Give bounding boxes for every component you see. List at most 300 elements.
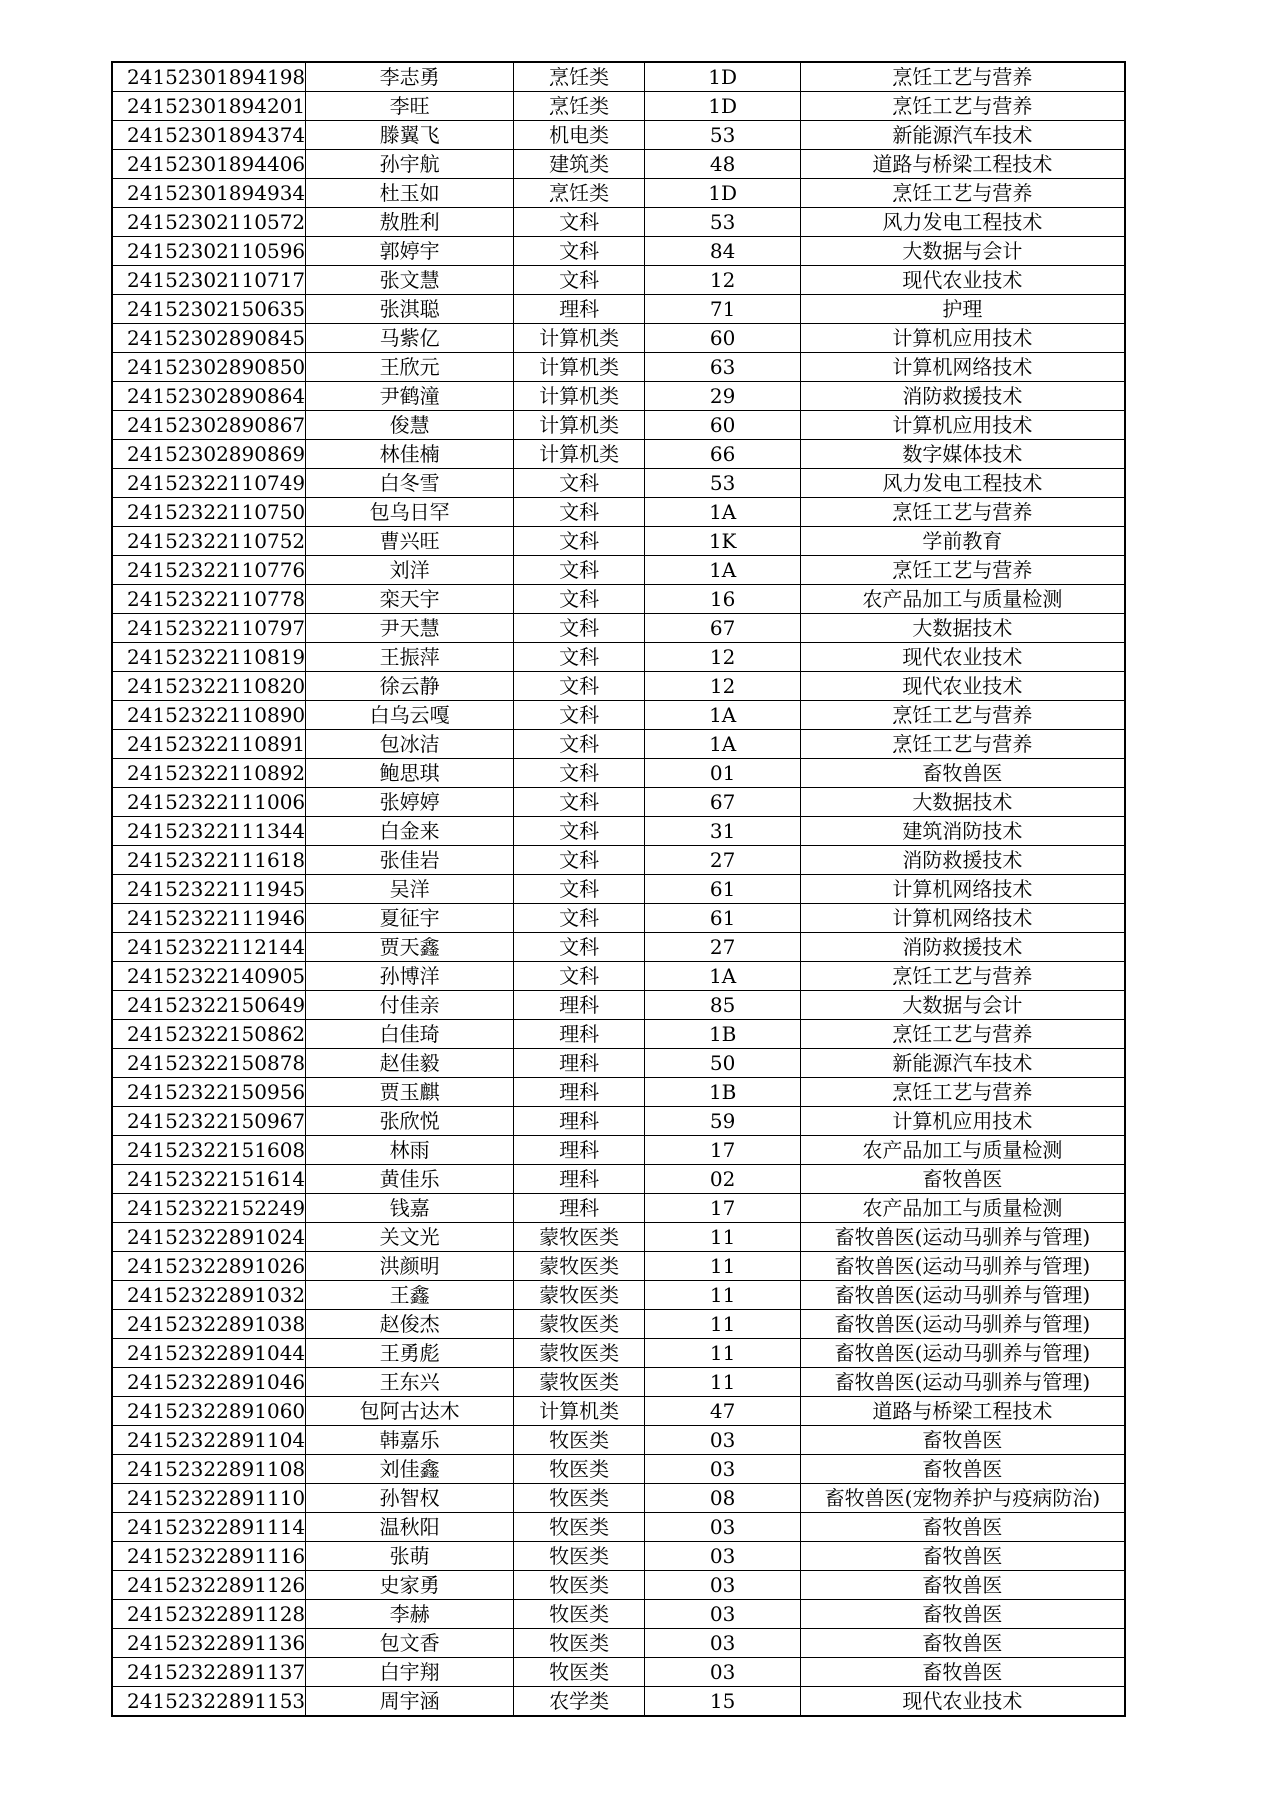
table-row bbox=[112, 991, 1125, 1020]
major-code-cell: 59 bbox=[645, 1107, 801, 1136]
major-code-cell: 1A bbox=[645, 962, 801, 991]
major-code-cell: 1B bbox=[645, 1078, 801, 1107]
table-row bbox=[112, 1687, 1125, 1717]
category-cell: 理科 bbox=[514, 1020, 645, 1049]
major-code-cell: 1A bbox=[645, 730, 801, 759]
major-name-cell: 计算机网络技术 bbox=[801, 353, 1125, 382]
major-name-cell: 畜牧兽医 bbox=[801, 1658, 1125, 1687]
major-name-cell: 计算机应用技术 bbox=[801, 411, 1125, 440]
table-row bbox=[112, 1629, 1125, 1658]
student-name-cell: 白金来 bbox=[306, 817, 514, 846]
exam-number-cell: 24152301894374 bbox=[112, 121, 306, 150]
category-cell: 文科 bbox=[514, 585, 645, 614]
major-name-cell: 消防救援技术 bbox=[801, 382, 1125, 411]
student-name-cell: 包文香 bbox=[306, 1629, 514, 1658]
student-name-cell: 孙宇航 bbox=[306, 150, 514, 179]
major-code-cell: 53 bbox=[645, 208, 801, 237]
table-row bbox=[112, 440, 1125, 469]
major-code-cell: 08 bbox=[645, 1484, 801, 1513]
student-name-cell: 吴洋 bbox=[306, 875, 514, 904]
student-name-cell: 史家勇 bbox=[306, 1571, 514, 1600]
category-cell: 蒙牧医类 bbox=[514, 1339, 645, 1368]
exam-number-cell: 24152302110572 bbox=[112, 208, 306, 237]
major-code-cell: 11 bbox=[645, 1339, 801, 1368]
major-name-cell: 农产品加工与质量检测 bbox=[801, 1194, 1125, 1223]
exam-number-cell: 24152322110750 bbox=[112, 498, 306, 527]
major-name-cell: 烹饪工艺与营养 bbox=[801, 1020, 1125, 1049]
student-name-cell: 王欣元 bbox=[306, 353, 514, 382]
major-name-cell: 烹饪工艺与营养 bbox=[801, 962, 1125, 991]
major-code-cell: 27 bbox=[645, 933, 801, 962]
table-row bbox=[112, 1368, 1125, 1397]
major-name-cell: 大数据技术 bbox=[801, 614, 1125, 643]
category-cell: 理科 bbox=[514, 1194, 645, 1223]
exam-number-cell: 24152322891153 bbox=[112, 1687, 306, 1717]
exam-number-cell: 24152302110717 bbox=[112, 266, 306, 295]
major-code-cell: 1K bbox=[645, 527, 801, 556]
major-name-cell: 烹饪工艺与营养 bbox=[801, 730, 1125, 759]
student-name-cell: 钱嘉 bbox=[306, 1194, 514, 1223]
student-name-cell: 王勇彪 bbox=[306, 1339, 514, 1368]
exam-number-cell: 24152322891128 bbox=[112, 1600, 306, 1629]
exam-number-cell: 24152322891026 bbox=[112, 1252, 306, 1281]
student-name-cell: 付佳亲 bbox=[306, 991, 514, 1020]
table-row bbox=[112, 614, 1125, 643]
major-name-cell: 大数据与会计 bbox=[801, 991, 1125, 1020]
exam-number-cell: 24152322151608 bbox=[112, 1136, 306, 1165]
category-cell: 蒙牧医类 bbox=[514, 1368, 645, 1397]
exam-number-cell: 24152322891038 bbox=[112, 1310, 306, 1339]
category-cell: 牧医类 bbox=[514, 1542, 645, 1571]
table-row bbox=[112, 1078, 1125, 1107]
student-name-cell: 李志勇 bbox=[306, 62, 514, 92]
student-name-cell: 关文光 bbox=[306, 1223, 514, 1252]
table-row bbox=[112, 237, 1125, 266]
exam-number-cell: 24152322891032 bbox=[112, 1281, 306, 1310]
major-code-cell: 03 bbox=[645, 1426, 801, 1455]
category-cell: 文科 bbox=[514, 556, 645, 585]
category-cell: 计算机类 bbox=[514, 382, 645, 411]
exam-number-cell: 24152322891108 bbox=[112, 1455, 306, 1484]
major-name-cell: 计算机网络技术 bbox=[801, 904, 1125, 933]
table-row bbox=[112, 121, 1125, 150]
category-cell: 理科 bbox=[514, 1078, 645, 1107]
major-code-cell: 1B bbox=[645, 1020, 801, 1049]
student-name-cell: 李旺 bbox=[306, 92, 514, 121]
table-row bbox=[112, 1600, 1125, 1629]
student-name-cell: 白宇翔 bbox=[306, 1658, 514, 1687]
table-row bbox=[112, 1542, 1125, 1571]
exam-number-cell: 24152322891046 bbox=[112, 1368, 306, 1397]
major-name-cell: 畜牧兽医 bbox=[801, 1455, 1125, 1484]
exam-number-cell: 24152302150635 bbox=[112, 295, 306, 324]
major-name-cell: 烹饪工艺与营养 bbox=[801, 556, 1125, 585]
exam-number-cell: 24152322110749 bbox=[112, 469, 306, 498]
student-name-cell: 林雨 bbox=[306, 1136, 514, 1165]
table-row bbox=[112, 150, 1125, 179]
student-name-cell: 鲍思琪 bbox=[306, 759, 514, 788]
major-code-cell: 71 bbox=[645, 295, 801, 324]
exam-number-cell: 24152322111618 bbox=[112, 846, 306, 875]
major-name-cell: 大数据技术 bbox=[801, 788, 1125, 817]
table-row bbox=[112, 1455, 1125, 1484]
category-cell: 牧医类 bbox=[514, 1571, 645, 1600]
major-name-cell: 数字媒体技术 bbox=[801, 440, 1125, 469]
major-code-cell: 03 bbox=[645, 1658, 801, 1687]
major-code-cell: 03 bbox=[645, 1600, 801, 1629]
category-cell: 计算机类 bbox=[514, 353, 645, 382]
admission-list-table bbox=[111, 61, 1126, 1717]
table-row bbox=[112, 295, 1125, 324]
exam-number-cell: 24152322111344 bbox=[112, 817, 306, 846]
table-row bbox=[112, 730, 1125, 759]
exam-number-cell: 24152322891126 bbox=[112, 1571, 306, 1600]
major-code-cell: 01 bbox=[645, 759, 801, 788]
major-name-cell: 畜牧兽医 bbox=[801, 759, 1125, 788]
category-cell: 计算机类 bbox=[514, 411, 645, 440]
category-cell: 文科 bbox=[514, 643, 645, 672]
table-row bbox=[112, 382, 1125, 411]
table-row bbox=[112, 759, 1125, 788]
major-code-cell: 16 bbox=[645, 585, 801, 614]
table-row bbox=[112, 353, 1125, 382]
major-code-cell: 1A bbox=[645, 701, 801, 730]
exam-number-cell: 24152322891136 bbox=[112, 1629, 306, 1658]
category-cell: 理科 bbox=[514, 991, 645, 1020]
exam-number-cell: 24152322110776 bbox=[112, 556, 306, 585]
major-code-cell: 15 bbox=[645, 1687, 801, 1717]
major-code-cell: 17 bbox=[645, 1194, 801, 1223]
major-code-cell: 12 bbox=[645, 672, 801, 701]
exam-number-cell: 24152301894198 bbox=[112, 62, 306, 92]
student-name-cell: 曹兴旺 bbox=[306, 527, 514, 556]
table-row bbox=[112, 498, 1125, 527]
exam-number-cell: 24152322110820 bbox=[112, 672, 306, 701]
major-code-cell: 66 bbox=[645, 440, 801, 469]
major-code-cell: 53 bbox=[645, 121, 801, 150]
exam-number-cell: 24152302110596 bbox=[112, 237, 306, 266]
table-row bbox=[112, 846, 1125, 875]
table-row bbox=[112, 1165, 1125, 1194]
table-row bbox=[112, 904, 1125, 933]
major-name-cell: 现代农业技术 bbox=[801, 266, 1125, 295]
major-code-cell: 03 bbox=[645, 1513, 801, 1542]
major-name-cell: 现代农业技术 bbox=[801, 672, 1125, 701]
student-name-cell: 温秋阳 bbox=[306, 1513, 514, 1542]
table-row bbox=[112, 1223, 1125, 1252]
table-row bbox=[112, 1281, 1125, 1310]
student-name-cell: 孙博洋 bbox=[306, 962, 514, 991]
exam-number-cell: 24152302890869 bbox=[112, 440, 306, 469]
table-row bbox=[112, 411, 1125, 440]
table-row bbox=[112, 1049, 1125, 1078]
major-name-cell: 道路与桥梁工程技术 bbox=[801, 1397, 1125, 1426]
category-cell: 烹饪类 bbox=[514, 179, 645, 208]
table-row bbox=[112, 1136, 1125, 1165]
exam-number-cell: 24152322150967 bbox=[112, 1107, 306, 1136]
category-cell: 文科 bbox=[514, 817, 645, 846]
student-name-cell: 郭婷宇 bbox=[306, 237, 514, 266]
major-name-cell: 农产品加工与质量检测 bbox=[801, 585, 1125, 614]
category-cell: 机电类 bbox=[514, 121, 645, 150]
major-code-cell: 31 bbox=[645, 817, 801, 846]
category-cell: 牧医类 bbox=[514, 1426, 645, 1455]
major-code-cell: 53 bbox=[645, 469, 801, 498]
exam-number-cell: 24152322891116 bbox=[112, 1542, 306, 1571]
table-row bbox=[112, 933, 1125, 962]
major-name-cell: 计算机网络技术 bbox=[801, 875, 1125, 904]
student-name-cell: 洪颜明 bbox=[306, 1252, 514, 1281]
major-name-cell: 计算机应用技术 bbox=[801, 324, 1125, 353]
category-cell: 牧医类 bbox=[514, 1629, 645, 1658]
category-cell: 理科 bbox=[514, 1049, 645, 1078]
student-name-cell: 张欣悦 bbox=[306, 1107, 514, 1136]
major-code-cell: 67 bbox=[645, 788, 801, 817]
table-row bbox=[112, 1484, 1125, 1513]
student-name-cell: 尹天慧 bbox=[306, 614, 514, 643]
category-cell: 文科 bbox=[514, 730, 645, 759]
major-name-cell: 畜牧兽医 bbox=[801, 1571, 1125, 1600]
exam-number-cell: 24152322110752 bbox=[112, 527, 306, 556]
major-code-cell: 11 bbox=[645, 1223, 801, 1252]
major-code-cell: 84 bbox=[645, 237, 801, 266]
major-name-cell: 风力发电工程技术 bbox=[801, 469, 1125, 498]
student-name-cell: 赵佳毅 bbox=[306, 1049, 514, 1078]
major-name-cell: 畜牧兽医 bbox=[801, 1629, 1125, 1658]
category-cell: 文科 bbox=[514, 788, 645, 817]
exam-number-cell: 24152322891104 bbox=[112, 1426, 306, 1455]
student-name-cell: 王鑫 bbox=[306, 1281, 514, 1310]
major-name-cell: 道路与桥梁工程技术 bbox=[801, 150, 1125, 179]
table-row bbox=[112, 179, 1125, 208]
table-row bbox=[112, 527, 1125, 556]
major-code-cell: 1D bbox=[645, 92, 801, 121]
exam-number-cell: 24152301894201 bbox=[112, 92, 306, 121]
major-code-cell: 67 bbox=[645, 614, 801, 643]
student-name-cell: 包乌日罕 bbox=[306, 498, 514, 527]
major-name-cell: 计算机应用技术 bbox=[801, 1107, 1125, 1136]
major-name-cell: 风力发电工程技术 bbox=[801, 208, 1125, 237]
exam-number-cell: 24152301894934 bbox=[112, 179, 306, 208]
major-name-cell: 大数据与会计 bbox=[801, 237, 1125, 266]
category-cell: 牧医类 bbox=[514, 1600, 645, 1629]
category-cell: 农学类 bbox=[514, 1687, 645, 1717]
exam-number-cell: 24152322150956 bbox=[112, 1078, 306, 1107]
exam-number-cell: 24152322150862 bbox=[112, 1020, 306, 1049]
student-name-cell: 张萌 bbox=[306, 1542, 514, 1571]
major-name-cell: 畜牧兽医(运动马驯养与管理) bbox=[801, 1310, 1125, 1339]
student-name-cell: 包冰洁 bbox=[306, 730, 514, 759]
major-code-cell: 29 bbox=[645, 382, 801, 411]
category-cell: 文科 bbox=[514, 498, 645, 527]
table-row bbox=[112, 788, 1125, 817]
exam-number-cell: 24152322151614 bbox=[112, 1165, 306, 1194]
major-name-cell: 建筑消防技术 bbox=[801, 817, 1125, 846]
student-name-cell: 张淇聪 bbox=[306, 295, 514, 324]
table-row bbox=[112, 1194, 1125, 1223]
student-name-cell: 马紫亿 bbox=[306, 324, 514, 353]
exam-number-cell: 24152322110892 bbox=[112, 759, 306, 788]
exam-number-cell: 24152322891024 bbox=[112, 1223, 306, 1252]
category-cell: 文科 bbox=[514, 266, 645, 295]
category-cell: 蒙牧医类 bbox=[514, 1281, 645, 1310]
category-cell: 建筑类 bbox=[514, 150, 645, 179]
category-cell: 烹饪类 bbox=[514, 62, 645, 92]
table-row bbox=[112, 469, 1125, 498]
table-row bbox=[112, 208, 1125, 237]
major-name-cell: 畜牧兽医 bbox=[801, 1513, 1125, 1542]
exam-number-cell: 24152322891114 bbox=[112, 1513, 306, 1542]
category-cell: 文科 bbox=[514, 237, 645, 266]
category-cell: 文科 bbox=[514, 875, 645, 904]
exam-number-cell: 24152322110819 bbox=[112, 643, 306, 672]
major-code-cell: 12 bbox=[645, 266, 801, 295]
major-code-cell: 60 bbox=[645, 411, 801, 440]
student-name-cell: 周宇涵 bbox=[306, 1687, 514, 1717]
table-row bbox=[112, 62, 1125, 92]
exam-number-cell: 24152322891060 bbox=[112, 1397, 306, 1426]
exam-number-cell: 24152322140905 bbox=[112, 962, 306, 991]
category-cell: 牧医类 bbox=[514, 1484, 645, 1513]
major-name-cell: 畜牧兽医(宠物养护与疫病防治) bbox=[801, 1484, 1125, 1513]
table-row bbox=[112, 1513, 1125, 1542]
major-code-cell: 1D bbox=[645, 179, 801, 208]
major-code-cell: 1A bbox=[645, 556, 801, 585]
exam-number-cell: 24152322891110 bbox=[112, 1484, 306, 1513]
student-name-cell: 韩嘉乐 bbox=[306, 1426, 514, 1455]
category-cell: 理科 bbox=[514, 295, 645, 324]
major-name-cell: 消防救援技术 bbox=[801, 846, 1125, 875]
major-name-cell: 畜牧兽医(运动马驯养与管理) bbox=[801, 1281, 1125, 1310]
table-row bbox=[112, 1658, 1125, 1687]
category-cell: 理科 bbox=[514, 1136, 645, 1165]
major-name-cell: 新能源汽车技术 bbox=[801, 121, 1125, 150]
exam-number-cell: 24152322150649 bbox=[112, 991, 306, 1020]
major-code-cell: 61 bbox=[645, 904, 801, 933]
major-name-cell: 畜牧兽医 bbox=[801, 1542, 1125, 1571]
category-cell: 蒙牧医类 bbox=[514, 1252, 645, 1281]
student-name-cell: 栾天宇 bbox=[306, 585, 514, 614]
table-row bbox=[112, 556, 1125, 585]
major-code-cell: 1D bbox=[645, 62, 801, 92]
major-code-cell: 11 bbox=[645, 1368, 801, 1397]
category-cell: 蒙牧医类 bbox=[514, 1223, 645, 1252]
major-code-cell: 48 bbox=[645, 150, 801, 179]
category-cell: 文科 bbox=[514, 614, 645, 643]
table-row bbox=[112, 1397, 1125, 1426]
category-cell: 文科 bbox=[514, 933, 645, 962]
category-cell: 文科 bbox=[514, 846, 645, 875]
exam-number-cell: 24152322111946 bbox=[112, 904, 306, 933]
student-name-cell: 包阿古达木 bbox=[306, 1397, 514, 1426]
table-row bbox=[112, 1020, 1125, 1049]
exam-number-cell: 24152322110797 bbox=[112, 614, 306, 643]
exam-number-cell: 24152322152249 bbox=[112, 1194, 306, 1223]
table-row bbox=[112, 817, 1125, 846]
table-row bbox=[112, 585, 1125, 614]
student-name-cell: 徐云静 bbox=[306, 672, 514, 701]
category-cell: 文科 bbox=[514, 208, 645, 237]
exam-number-cell: 24152322891137 bbox=[112, 1658, 306, 1687]
category-cell: 计算机类 bbox=[514, 1397, 645, 1426]
major-name-cell: 新能源汽车技术 bbox=[801, 1049, 1125, 1078]
major-code-cell: 1A bbox=[645, 498, 801, 527]
exam-number-cell: 24152322110891 bbox=[112, 730, 306, 759]
student-name-cell: 孙智权 bbox=[306, 1484, 514, 1513]
major-name-cell: 畜牧兽医(运动马驯养与管理) bbox=[801, 1368, 1125, 1397]
category-cell: 文科 bbox=[514, 672, 645, 701]
major-code-cell: 85 bbox=[645, 991, 801, 1020]
exam-number-cell: 24152322112144 bbox=[112, 933, 306, 962]
student-name-cell: 杜玉如 bbox=[306, 179, 514, 208]
major-name-cell: 现代农业技术 bbox=[801, 1687, 1125, 1717]
exam-number-cell: 24152302890867 bbox=[112, 411, 306, 440]
table-body bbox=[112, 62, 1125, 1716]
major-name-cell: 护理 bbox=[801, 295, 1125, 324]
table-row bbox=[112, 1107, 1125, 1136]
major-code-cell: 17 bbox=[645, 1136, 801, 1165]
student-name-cell: 王东兴 bbox=[306, 1368, 514, 1397]
exam-number-cell: 24152302890845 bbox=[112, 324, 306, 353]
student-name-cell: 敖胜利 bbox=[306, 208, 514, 237]
major-name-cell: 畜牧兽医(运动马驯养与管理) bbox=[801, 1223, 1125, 1252]
major-code-cell: 11 bbox=[645, 1281, 801, 1310]
major-code-cell: 12 bbox=[645, 643, 801, 672]
category-cell: 牧医类 bbox=[514, 1455, 645, 1484]
category-cell: 理科 bbox=[514, 1107, 645, 1136]
category-cell: 烹饪类 bbox=[514, 92, 645, 121]
student-name-cell: 李赫 bbox=[306, 1600, 514, 1629]
student-name-cell: 刘洋 bbox=[306, 556, 514, 585]
major-name-cell: 畜牧兽医(运动马驯养与管理) bbox=[801, 1339, 1125, 1368]
student-name-cell: 黄佳乐 bbox=[306, 1165, 514, 1194]
major-name-cell: 畜牧兽医 bbox=[801, 1426, 1125, 1455]
major-name-cell: 畜牧兽医 bbox=[801, 1600, 1125, 1629]
student-name-cell: 俊慧 bbox=[306, 411, 514, 440]
student-name-cell: 贾玉麒 bbox=[306, 1078, 514, 1107]
exam-number-cell: 24152322111006 bbox=[112, 788, 306, 817]
table-row bbox=[112, 324, 1125, 353]
table-row bbox=[112, 1310, 1125, 1339]
major-name-cell: 烹饪工艺与营养 bbox=[801, 1078, 1125, 1107]
exam-number-cell: 24152322111945 bbox=[112, 875, 306, 904]
major-code-cell: 02 bbox=[645, 1165, 801, 1194]
exam-number-cell: 24152322891044 bbox=[112, 1339, 306, 1368]
major-code-cell: 11 bbox=[645, 1252, 801, 1281]
category-cell: 文科 bbox=[514, 527, 645, 556]
major-name-cell: 畜牧兽医(运动马驯养与管理) bbox=[801, 1252, 1125, 1281]
student-name-cell: 王振萍 bbox=[306, 643, 514, 672]
major-name-cell: 畜牧兽医 bbox=[801, 1165, 1125, 1194]
major-name-cell: 消防救援技术 bbox=[801, 933, 1125, 962]
student-name-cell: 白佳琦 bbox=[306, 1020, 514, 1049]
major-name-cell: 烹饪工艺与营养 bbox=[801, 92, 1125, 121]
student-name-cell: 张文慧 bbox=[306, 266, 514, 295]
major-code-cell: 50 bbox=[645, 1049, 801, 1078]
table-row bbox=[112, 266, 1125, 295]
major-name-cell: 学前教育 bbox=[801, 527, 1125, 556]
student-name-cell: 夏征宇 bbox=[306, 904, 514, 933]
major-name-cell: 烹饪工艺与营养 bbox=[801, 498, 1125, 527]
major-code-cell: 03 bbox=[645, 1542, 801, 1571]
major-code-cell: 47 bbox=[645, 1397, 801, 1426]
exam-number-cell: 24152302890850 bbox=[112, 353, 306, 382]
category-cell: 牧医类 bbox=[514, 1513, 645, 1542]
category-cell: 文科 bbox=[514, 469, 645, 498]
table-row bbox=[112, 92, 1125, 121]
student-name-cell: 白乌云嘎 bbox=[306, 701, 514, 730]
category-cell: 文科 bbox=[514, 701, 645, 730]
